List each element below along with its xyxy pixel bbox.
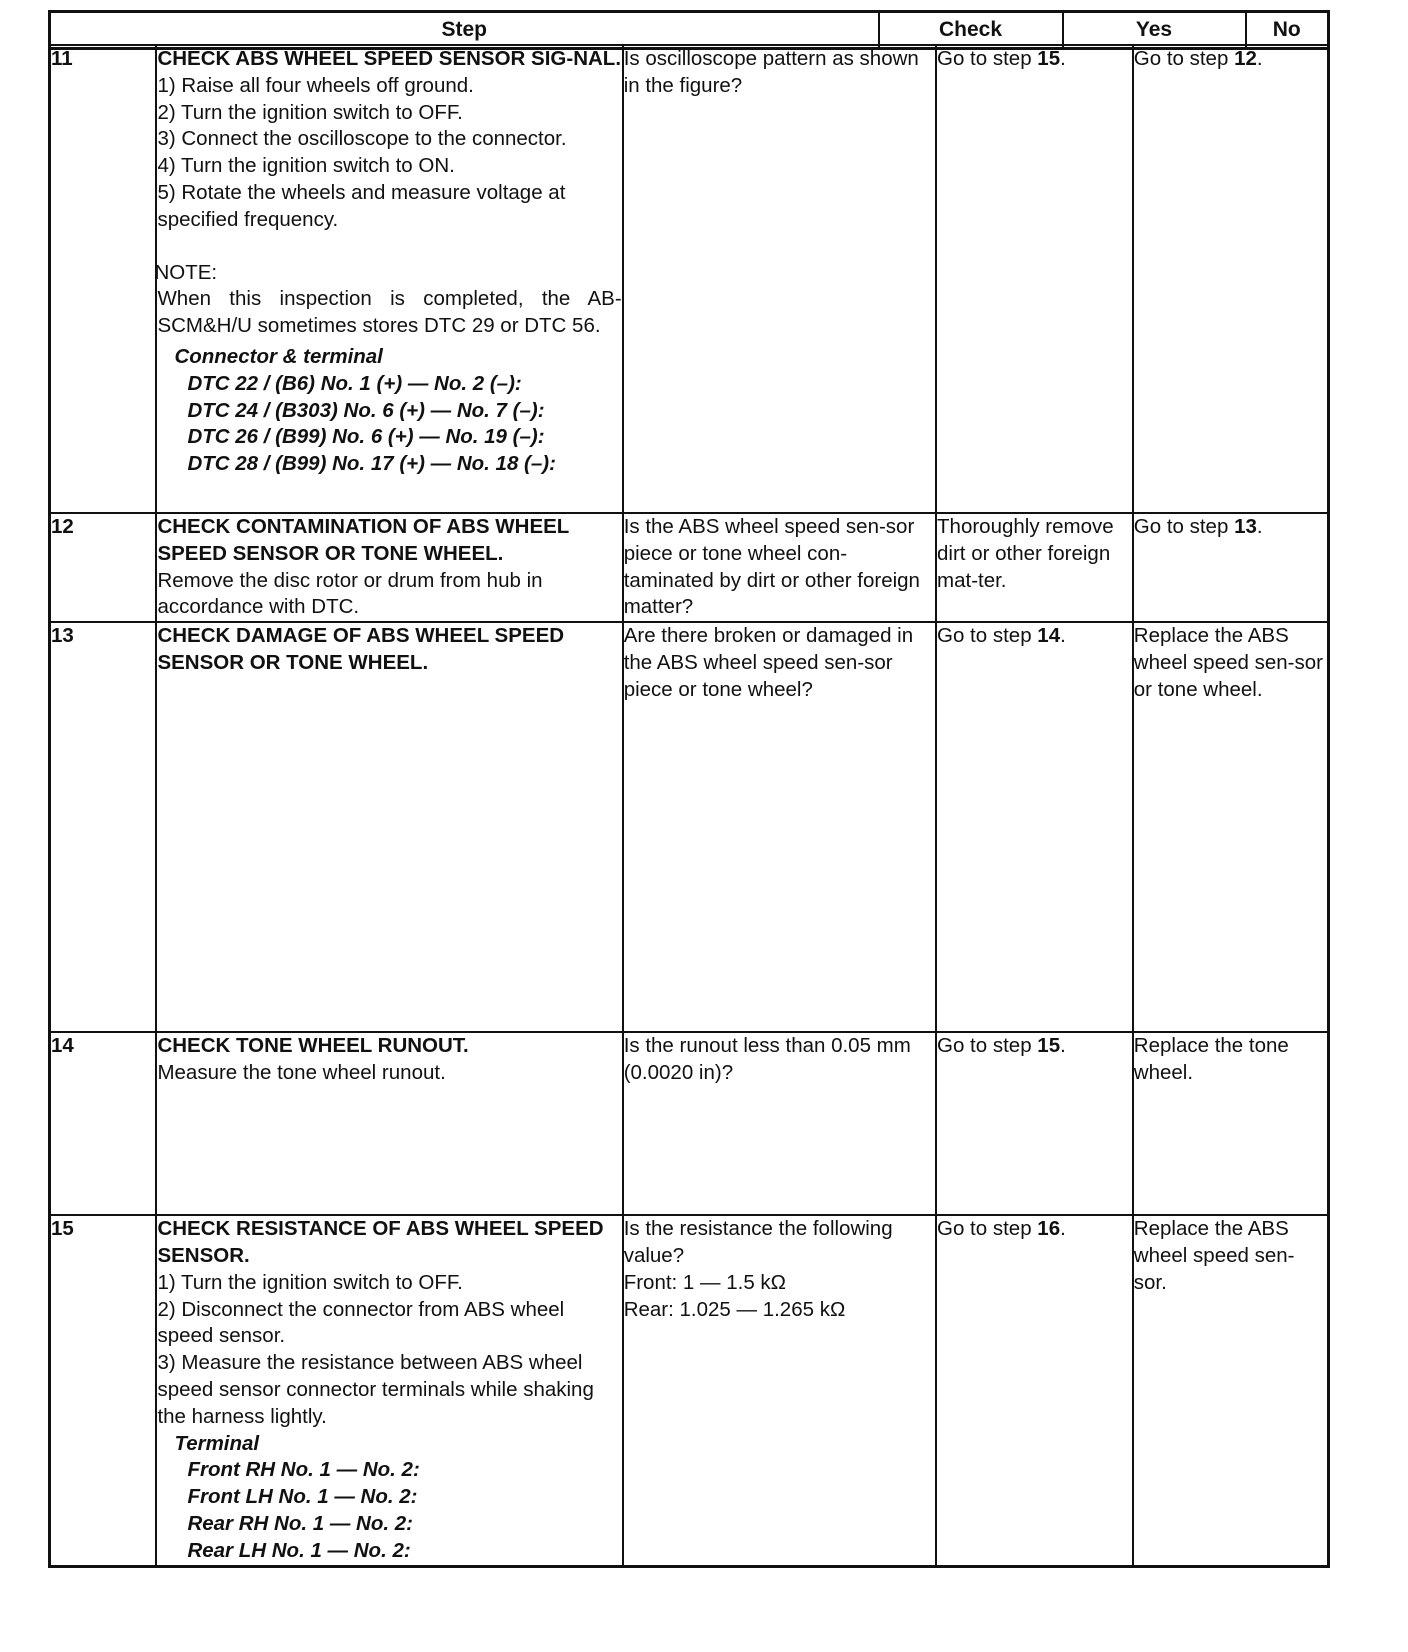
spec-item: DTC 28 / (B99) No. 17 (+) — No. 18 (–): [187, 452, 556, 476]
step-title: CHECK RESISTANCE OF ABS WHEEL SPEED SENSOR. [157, 1217, 604, 1267]
yes-cell: Go to step 15. [936, 45, 1133, 513]
table-row-step-12 [50, 513, 1329, 622]
spec-heading: Terminal [174, 1431, 260, 1455]
step-instruction: 2) Turn the ignition switch to OFF. [157, 100, 463, 124]
step-number: 13 [50, 622, 157, 1032]
step-instruction: 2) Disconnect the connector from ABS wheel speed sensor. [157, 1297, 565, 1348]
spec-item: DTC 24 / (B303) No. 6 (+) — No. 7 (–): [187, 398, 545, 422]
step-description [156, 513, 622, 622]
check-cell: Are there broken or damaged in the ABS wheel speed sen-sor piece or tone wheel? [623, 622, 936, 1032]
step-description [156, 1032, 622, 1215]
check-question: Is the resistance the following value? [623, 1217, 893, 1267]
step-instruction: 3) Connect the oscilloscope to the connector. [157, 127, 567, 151]
no-cell: Go to step 12. [1133, 45, 1329, 513]
check-value-front: Front: 1 — 1.5 kΩ [623, 1270, 786, 1294]
note-label: NOTE: [154, 260, 218, 284]
check-cell: Is the ABS wheel speed sen-sor piece or tone wheel con-taminated by dirt or other foreign matter? [623, 513, 936, 622]
yes-cell: Thoroughly remove dirt or other foreign mat-ter. [936, 513, 1133, 622]
yes-cell: Go to step 16. [936, 1215, 1133, 1566]
spec-item: Rear LH No. 1 — No. 2: [187, 1538, 411, 1562]
header-no: No [1246, 12, 1329, 49]
step-number: 11 [50, 45, 157, 513]
check-cell: Is the runout less than 0.05 mm (0.0020 in)? [623, 1032, 936, 1215]
step-title: CHECK DAMAGE OF ABS WHEEL SPEED SENSOR OR TONE WHEEL. [157, 624, 565, 674]
no-cell: Replace the ABS wheel speed sen-sor or tone wheel. [1133, 622, 1329, 1032]
check-cell: Is oscilloscope pattern as shown in the figure? [623, 45, 936, 513]
diagnostic-procedure-body [48, 44, 1330, 1568]
spec-item: Front RH No. 1 — No. 2: [187, 1458, 420, 1482]
spec-item: DTC 22 / (B6) No. 1 (+) — No. 2 (–): [187, 371, 522, 395]
spec-heading: Connector & terminal [174, 344, 383, 368]
step-description [156, 45, 622, 513]
yes-cell: Go to step 15. [936, 1032, 1133, 1215]
spec-item: Front LH No. 1 — No. 2: [187, 1485, 418, 1509]
step-instruction: Remove the disc rotor or drum from hub in accordance with DTC. [157, 568, 543, 619]
table-row-step-13 [50, 622, 1329, 1032]
step-instruction: 1) Turn the ignition switch to OFF. [157, 1270, 463, 1294]
no-cell: Go to step 13. [1133, 513, 1329, 622]
step-instruction: 5) Rotate the wheels and measure voltage at specified frequency. [157, 180, 566, 231]
step-instruction: 3) Measure the resistance between ABS wheel speed sensor connector terminals while shaking the harness lightly. [157, 1351, 594, 1428]
step-number: 14 [50, 1032, 157, 1215]
no-cell: Replace the tone wheel. [1133, 1032, 1329, 1215]
note-text: When this inspection is completed, the AB-SCM&H/U sometimes stores DTC 29 or DTC 56. [157, 287, 622, 338]
table-row-step-15 [50, 1215, 1329, 1566]
check-value-rear: Rear: 1.025 — 1.265 kΩ [623, 1297, 846, 1321]
table-header-row [50, 12, 1329, 49]
spec-item: DTC 26 / (B99) No. 6 (+) — No. 19 (–): [187, 425, 545, 449]
check-cell [623, 1215, 936, 1566]
step-instruction: 1) Raise all four wheels off ground. [157, 73, 474, 97]
no-cell: Replace the ABS wheel speed sen-sor. [1133, 1215, 1329, 1566]
header-check: Check [879, 12, 1063, 49]
table-row-step-11 [50, 45, 1329, 513]
step-title: CHECK ABS WHEEL SPEED SENSOR SIG-NAL. [157, 47, 622, 70]
step-number: 12 [50, 513, 157, 622]
step-description [156, 622, 622, 1032]
step-number: 15 [50, 1215, 157, 1566]
step-instruction: Measure the tone wheel runout. [157, 1060, 446, 1084]
table-row-step-14 [50, 1032, 1329, 1215]
yes-cell: Go to step 14. [936, 622, 1133, 1032]
header-yes: Yes [1063, 12, 1246, 49]
step-title: CHECK CONTAMINATION OF ABS WHEEL SPEED SENSOR OR TONE WHEEL. [157, 515, 569, 565]
step-title: CHECK TONE WHEEL RUNOUT. [157, 1034, 469, 1058]
header-step: Step [50, 12, 879, 49]
step-description [156, 1215, 622, 1566]
spec-item: Rear RH No. 1 — No. 2: [187, 1511, 413, 1535]
step-instruction: 4) Turn the ignition switch to ON. [157, 154, 455, 178]
